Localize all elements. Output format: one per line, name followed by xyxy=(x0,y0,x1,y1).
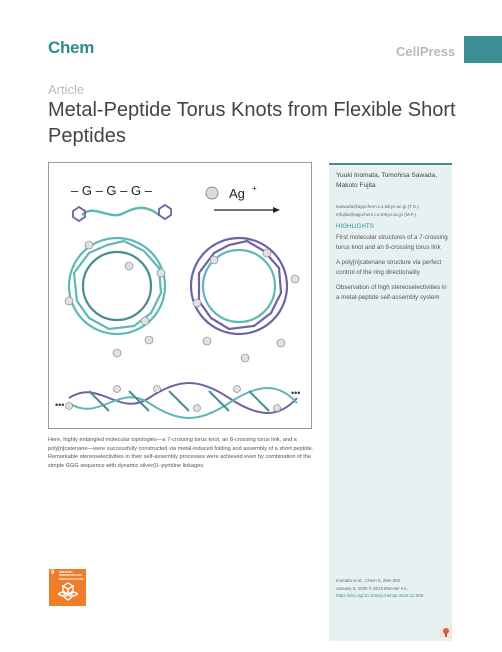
article-title: Metal-Peptide Torus Knots from Flexible Short Peptides xyxy=(48,99,456,147)
abstract-text: Here, highly entangled molecular topologies—a 7-crossing torus knot, an 8-crossing torus link, and a poly[n]catenane—were successfully constructed via metal-induced folding and assembly of a short peptide. Remarkable stereoselectivities in their self-assembly processes were achieved even by combination of the simple GGG sequence with dynamic silver(I)–pyridine linkages. xyxy=(48,437,314,469)
chain-continuation-left: ••• xyxy=(55,400,65,410)
correspondence-emails xyxy=(336,203,451,219)
citation-reference: Inomata et al., Chem 6, 294–303 xyxy=(336,578,400,583)
journal-logo[interactable]: Chem xyxy=(48,38,95,57)
graphical-abstract-art xyxy=(49,163,311,428)
brand-bar xyxy=(464,36,502,63)
author-list: Yuuki Inomata, Tomohisa Sawada, Makoto Fujita xyxy=(336,172,438,189)
highlight-item: First molecular structures of a 7-crossing torus knot and an 8-crossing torus link xyxy=(336,234,448,251)
email-1[interactable]: tsawada@appchem.t.u-tokyo.ac.jp (T.S.) xyxy=(336,204,419,209)
highlights-heading: HIGHLIGHTS xyxy=(336,223,374,230)
poly-catenane-chain xyxy=(69,383,297,418)
chain-continuation-right: ••• xyxy=(291,388,301,398)
sidebar-divider xyxy=(329,163,452,165)
cubes-icon xyxy=(58,582,78,602)
citation-block xyxy=(336,577,451,600)
sdg-label: INDUSTRY, INNOVATION AND INFRASTRUCTURE xyxy=(59,571,84,581)
reaction-arrowhead xyxy=(273,207,280,213)
torus-knot-structure xyxy=(69,238,165,334)
doi-link[interactable]: https://doi.org/10.1016/j.chempr.2019.12.009 xyxy=(336,593,424,599)
metal-ion-charge: + xyxy=(252,184,257,193)
highlights-list xyxy=(336,233,448,308)
publisher-logo[interactable]: CellPress xyxy=(396,44,456,59)
email-2[interactable]: mfujita@appchem.t.u-tokyo.ac.jp (M.F.) xyxy=(336,212,416,217)
highlight-item: A poly[n]catenane structure via perfect control of the ring directionality xyxy=(336,259,442,276)
peptide-molecule xyxy=(73,205,171,221)
sdg-number: 9 xyxy=(51,570,55,576)
highlight-item: Observation of high stereoselectivities in a metal-peptide self-assembly system xyxy=(336,284,447,301)
article-type-label: Article xyxy=(48,82,85,97)
silver-ion-sphere xyxy=(206,187,218,199)
graphical-abstract xyxy=(48,162,312,429)
peptide-sequence: – G – G – G – xyxy=(71,183,152,198)
torus-link-structure xyxy=(191,238,287,334)
citation-date: January 9, 2020 © 2019 Elsevier Inc. xyxy=(336,585,409,591)
metal-ion-label: Ag xyxy=(229,186,245,201)
elsevier-tree-icon xyxy=(440,627,452,638)
sdg-badge[interactable] xyxy=(49,569,86,606)
